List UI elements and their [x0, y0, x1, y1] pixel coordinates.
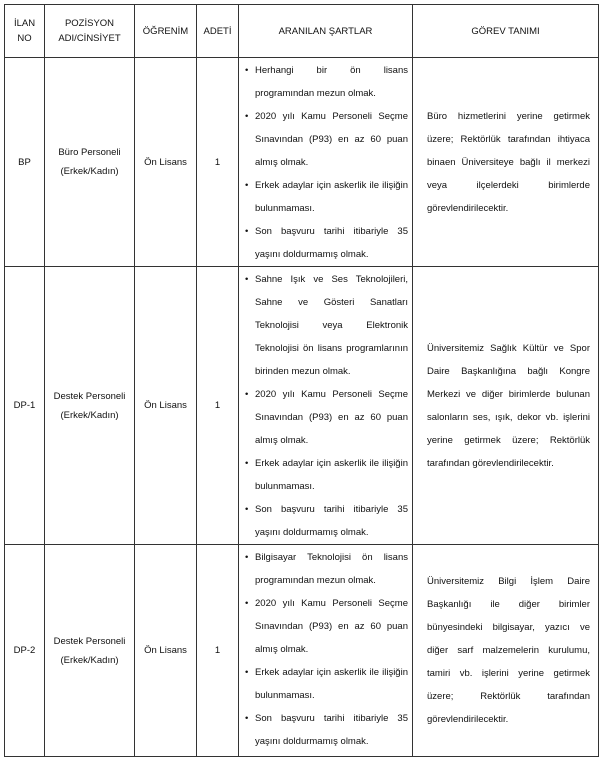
bullet-icon: •	[245, 389, 249, 400]
requirement-text: Herhangi bir ön lisans programından mezun olmak.	[255, 65, 408, 99]
position-cell	[45, 58, 135, 267]
requirement-text: Sahne Işık ve Ses Teknolojileri, Sahne ve Gösteri Sanatları Teknolojisi veya Elektronik Teknolojisi ön lisans programlarının birinden mezun olmak.	[255, 274, 408, 377]
count-cell: 1	[197, 267, 239, 545]
requirement-item	[245, 220, 408, 266]
requirement-item	[245, 498, 408, 544]
position-name: Büro Personeli	[58, 147, 121, 158]
header-ilan-no: İLAN NO	[5, 5, 45, 58]
requirement-item	[245, 59, 408, 105]
header-requirements: ARANILAN ŞARTLAR	[239, 5, 413, 58]
ilan-no-cell: BP	[5, 58, 45, 267]
requirement-text: Erkek adaylar için askerlik ile ilişiğin bulunmaması.	[255, 667, 408, 701]
job-description-cell: Üniversitemiz Sağlık Kültür ve Spor Daire Başkanlığına bağlı Kongre Merkezi ve diğer birimlerde bulunan salonların ses, ışık, dekor vb. işlerini yerine getirmek üzere; Rektörlük tarafından görevlendirilecektir.	[413, 267, 599, 545]
requirement-text: Son başvuru tarihi itibariyle 35 yaşını doldurmamış olmak.	[255, 713, 408, 747]
requirement-text: Bilgisayar Teknolojisi ön lisans programından mezun olmak.	[255, 552, 408, 586]
ilan-no-cell: DP-2	[5, 545, 45, 757]
bullet-icon: •	[245, 458, 249, 469]
requirement-text: 2020 yılı Kamu Personeli Seçme Sınavından (P93) en az 60 puan almış olmak.	[255, 111, 408, 168]
requirement-text: Son başvuru tarihi itibariyle 35 yaşını doldurmamış olmak.	[255, 226, 408, 260]
position-gender: (Erkek/Kadın)	[60, 409, 119, 421]
position-cell	[45, 267, 135, 545]
bullet-icon: •	[245, 111, 249, 122]
requirement-text: 2020 yılı Kamu Personeli Seçme Sınavından (P93) en az 60 puan almış olmak.	[255, 598, 408, 655]
bullet-icon: •	[245, 504, 249, 515]
header-education: ÖĞRENİM	[135, 5, 197, 58]
requirement-item	[245, 383, 408, 452]
requirement-item	[245, 661, 408, 707]
requirement-item	[245, 174, 408, 220]
bullet-icon: •	[245, 552, 249, 563]
table-row	[5, 58, 599, 267]
bullet-icon: •	[245, 274, 249, 285]
job-description-cell: Üniversitemiz Bilgi İşlem Daire Başkanlığı ile diğer birimler bünyesindeki bilgisayar, yazıcı ve diğer sarf malzemelerin kurulumu, tamiri vb. işlerini yerine getirmek üzere; Rektörlük tarafından görevlendirilecektir.	[413, 545, 599, 757]
table-row	[5, 267, 599, 545]
requirement-item	[245, 105, 408, 174]
position-name: Destek Personeli	[53, 390, 126, 402]
bullet-icon: •	[245, 65, 249, 76]
requirement-item	[245, 546, 408, 592]
position-gender: (Erkek/Kadın)	[60, 166, 119, 177]
job-posting-table	[4, 4, 599, 757]
requirement-item	[245, 452, 408, 498]
requirement-text: 2020 yılı Kamu Personeli Seçme Sınavından (P93) en az 60 puan almış olmak.	[255, 389, 408, 446]
bullet-icon: •	[245, 713, 249, 724]
table-header-row	[5, 5, 599, 58]
ilan-no-cell: DP-1	[5, 267, 45, 545]
requirements-cell	[239, 545, 413, 757]
requirement-text: Son başvuru tarihi itibariyle 35 yaşını doldurmamış olmak.	[255, 504, 408, 538]
requirement-item	[245, 268, 408, 383]
count-cell: 1	[197, 58, 239, 267]
requirement-text: Erkek adaylar için askerlik ile ilişiğin bulunmaması.	[255, 180, 408, 214]
requirement-item	[245, 707, 408, 753]
bullet-icon: •	[245, 180, 249, 191]
position-name: Destek Personeli	[53, 635, 126, 647]
header-position: POZİSYON ADI/CİNSİYET	[45, 5, 135, 58]
bullet-icon: •	[245, 598, 249, 609]
position-gender: (Erkek/Kadın)	[60, 654, 119, 666]
requirement-item	[245, 592, 408, 661]
education-cell: Ön Lisans	[135, 545, 197, 757]
header-count: ADETİ	[197, 5, 239, 58]
header-job-description: GÖREV TANIMI	[413, 5, 599, 58]
requirement-text: Erkek adaylar için askerlik ile ilişiğin bulunmaması.	[255, 458, 408, 492]
job-description-cell: Büro hizmetlerini yerine getirmek üzere; Rektörlük tarafından ihtiyaca binaen Üniversiteye bağlı il merkezi veya ilçelerdeki birimlerde görevlendirilecektir.	[413, 58, 599, 267]
position-cell	[45, 545, 135, 757]
bullet-icon: •	[245, 226, 249, 237]
requirements-cell	[239, 267, 413, 545]
table-row	[5, 545, 599, 757]
count-cell: 1	[197, 545, 239, 757]
education-cell: Ön Lisans	[135, 267, 197, 545]
requirements-cell	[239, 58, 413, 267]
education-cell: Ön Lisans	[135, 58, 197, 267]
bullet-icon: •	[245, 667, 249, 678]
